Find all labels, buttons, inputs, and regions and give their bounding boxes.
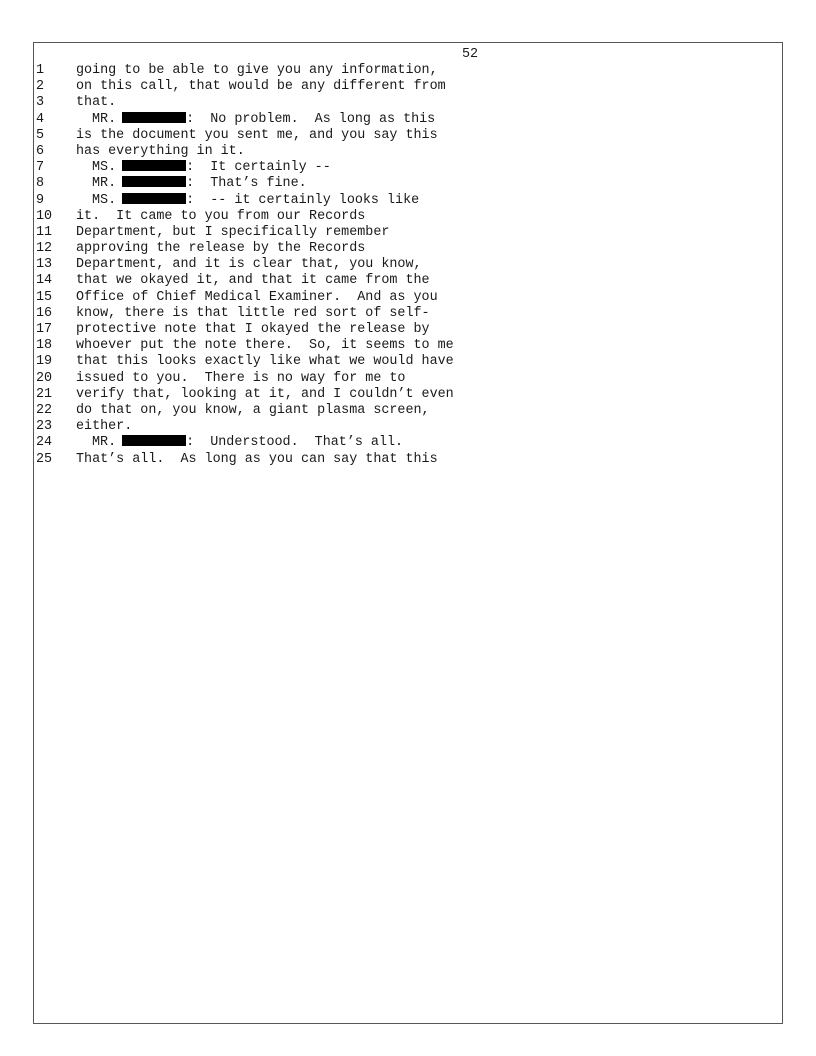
line-content: going to be able to give you any information,	[76, 63, 438, 78]
line-text	[76, 403, 430, 419]
line-content: That’s all. As long as you can say that this	[76, 451, 438, 467]
line-number: 11	[36, 224, 53, 240]
line-text	[76, 95, 116, 111]
line-text	[76, 241, 365, 257]
redacted-name	[122, 112, 186, 123]
line-number: 24	[36, 435, 53, 451]
line-text	[76, 419, 132, 435]
speaker-title: MR.	[92, 111, 117, 127]
redacted-name	[122, 193, 186, 204]
line-content: Department, and it is clear that, you know,	[76, 257, 422, 273]
line-text	[76, 306, 430, 322]
line-content: approving the release by the Records	[76, 241, 366, 257]
line-text	[76, 112, 435, 128]
line-content: on this call, that would be any different from	[76, 79, 446, 95]
line-text	[76, 354, 454, 370]
speaker-title: MR.	[92, 435, 117, 451]
line-content: do that on, you know, a giant plasma screen,	[76, 402, 430, 418]
line-text	[76, 322, 430, 338]
line-number: 12	[36, 241, 53, 257]
redacted-name	[122, 435, 186, 446]
line-number: 25	[36, 451, 53, 467]
line-text	[76, 452, 438, 468]
line-number: 4	[36, 111, 45, 127]
line-text	[76, 371, 405, 387]
line-number: 1	[36, 63, 45, 78]
line-content: it. It came to you from our Records	[76, 208, 366, 224]
line-text	[76, 209, 365, 225]
line-text	[76, 273, 430, 289]
line-text	[76, 290, 438, 306]
line-content: know, there is that little red sort of self-	[76, 305, 430, 321]
line-number: 7	[36, 160, 45, 176]
line-number: 20	[36, 370, 53, 386]
line-content: verify that, looking at it, and I couldn’t even	[76, 386, 454, 402]
redacted-name	[122, 160, 186, 171]
line-number: 6	[36, 143, 45, 159]
speaker-remark: : It certainly --	[186, 160, 331, 176]
line-content: issued to you. There is no way for me to	[76, 370, 406, 386]
line-number: 21	[36, 386, 53, 402]
line-text	[76, 338, 454, 354]
line-number: 14	[36, 273, 53, 289]
line-content: that this looks exactly like what we would have	[76, 354, 454, 370]
line-number: 2	[36, 79, 45, 95]
line-text	[76, 387, 454, 403]
line-number: 9	[36, 192, 45, 208]
line-number: 5	[36, 127, 45, 143]
speaker-remark: : That’s fine.	[186, 176, 307, 192]
line-number: 10	[36, 208, 53, 224]
line-text	[76, 144, 245, 160]
speaker-title: MR.	[92, 176, 117, 192]
speaker-remark: : -- it certainly looks like	[186, 192, 420, 208]
line-content: is the document you sent me, and you say this	[76, 127, 438, 143]
speaker-remark: : Understood. That’s all.	[186, 435, 404, 451]
line-text	[76, 176, 307, 192]
speaker-title: MS.	[92, 160, 117, 176]
speaker-title: MS.	[92, 192, 117, 208]
line-text	[76, 128, 438, 144]
page-number: 52	[462, 47, 479, 62]
line-text	[76, 193, 419, 209]
line-number: 19	[36, 354, 53, 370]
line-number: 17	[36, 322, 53, 337]
line-content: that.	[76, 95, 117, 111]
line-number: 22	[36, 402, 53, 418]
line-number: 18	[36, 338, 53, 354]
line-number: 13	[36, 257, 53, 273]
line-content: that we okayed it, and that it came from the	[76, 273, 430, 289]
line-content: either.	[76, 419, 133, 435]
line-text	[76, 225, 389, 241]
line-text	[76, 63, 438, 79]
line-content: protective note that I okayed the release by	[76, 322, 430, 337]
speaker-remark: : No problem. As long as this	[186, 111, 436, 127]
line-content: whoever put the note there. So, it seems to me	[76, 338, 454, 354]
line-number: 3	[36, 95, 45, 111]
line-text	[76, 79, 446, 95]
line-text	[76, 160, 331, 176]
line-number: 16	[36, 305, 53, 321]
line-content: has everything in it.	[76, 143, 245, 159]
line-text	[76, 435, 403, 451]
line-number: 8	[36, 176, 45, 192]
line-content: Department, but I specifically remember	[76, 224, 390, 240]
redacted-name	[122, 176, 186, 187]
line-number: 15	[36, 289, 53, 305]
line-number: 23	[36, 419, 53, 435]
line-text	[76, 257, 422, 273]
line-content: Office of Chief Medical Examiner. And as you	[76, 289, 438, 305]
